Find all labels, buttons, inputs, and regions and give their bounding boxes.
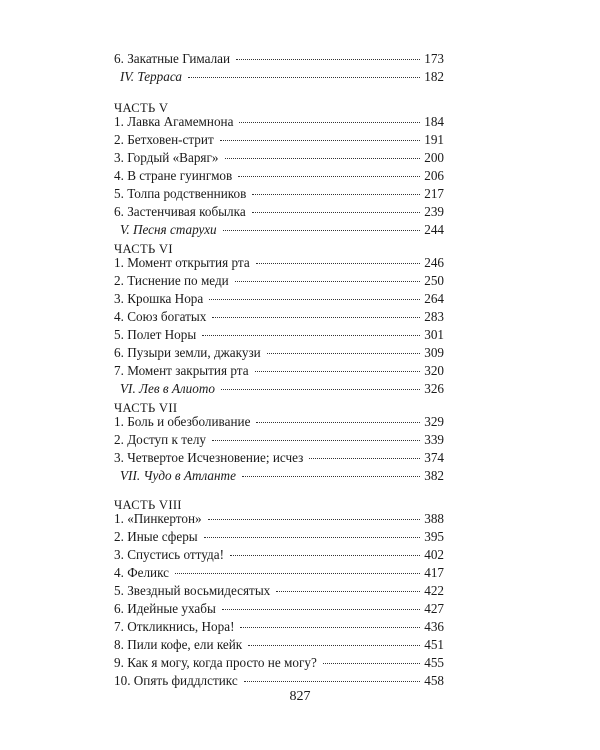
- toc-entry-page: 388: [424, 511, 444, 526]
- toc-entry-title: 1. Лавка Агамемнона: [114, 114, 234, 129]
- toc-interlude-entry: [114, 380, 444, 398]
- toc-entry-page: 191: [424, 132, 444, 147]
- toc-entry: [114, 290, 444, 308]
- toc-entry-title: 8. Пили кофе, ели кейк: [114, 637, 243, 652]
- leader-dots: [208, 518, 420, 520]
- leader-dots: [212, 316, 420, 318]
- toc-entry: [114, 149, 444, 167]
- toc-entry-title: 6. Закатные Гималаи: [114, 51, 231, 66]
- toc-entry: [114, 203, 444, 221]
- toc-entry: [114, 344, 444, 362]
- toc-entry: [114, 582, 444, 600]
- part-heading: ЧАСТЬ VIII: [114, 498, 182, 512]
- toc-entry: [114, 672, 444, 690]
- toc-entry-title: 1. «Пинкертон»: [114, 511, 202, 526]
- toc-interlude-entry: [114, 467, 444, 485]
- toc-entry-page: 417: [424, 565, 444, 580]
- leader-dots: [188, 76, 420, 78]
- toc-entry-page: 173: [424, 51, 444, 66]
- leader-dots: [220, 139, 420, 141]
- toc-entry: [114, 167, 444, 185]
- toc-entry-title: 1. Боль и обезболивание: [114, 414, 251, 429]
- toc-entry-title: IV. Терраса: [120, 69, 182, 84]
- toc-entry-page: 283: [424, 309, 444, 324]
- part-heading: ЧАСТЬ VI: [114, 242, 173, 256]
- toc-entry-title: 3. Четвертое Исчезновение; исчез: [114, 450, 304, 465]
- toc-entry: [114, 564, 444, 582]
- toc-entry-page: 264: [424, 291, 444, 306]
- part-heading: ЧАСТЬ VII: [114, 401, 178, 415]
- leader-dots: [267, 352, 420, 354]
- leader-dots: [221, 388, 420, 390]
- toc-entry-title: 5. Звездный восьмидесятых: [114, 583, 271, 598]
- toc-entry-title: 10. Опять фиддлстикс: [114, 673, 238, 688]
- toc-entry-page: 402: [424, 547, 444, 562]
- toc-entry-page: 374: [424, 450, 444, 465]
- toc-entry-page: 250: [424, 273, 444, 288]
- toc-entry-title: 4. Феликс: [114, 565, 170, 580]
- leader-dots: [236, 58, 420, 60]
- toc-entry-title: 1. Момент открытия рта: [114, 255, 250, 270]
- toc-entry-page: 239: [424, 204, 444, 219]
- toc-entry-title: 4. В стране гуингмов: [114, 168, 233, 183]
- toc-entry-title: VII. Чудо в Атланте: [120, 468, 236, 483]
- leader-dots: [248, 644, 420, 646]
- leader-dots: [323, 662, 420, 664]
- toc-entry: [114, 546, 444, 564]
- toc-entry-page: 329: [424, 414, 444, 429]
- toc-entry-page: 458: [424, 673, 444, 688]
- toc-entry-page: 184: [424, 114, 444, 129]
- leader-dots: [244, 680, 420, 682]
- toc-entry: [114, 113, 444, 131]
- toc-entry: [114, 272, 444, 290]
- toc-entry-title: 2. Тиснение по меди: [114, 273, 229, 288]
- leader-dots: [175, 572, 420, 574]
- toc-entry-title: 3. Крошка Нора: [114, 291, 204, 306]
- toc-entry: [114, 254, 444, 272]
- toc-entry-title: 5. Полет Норы: [114, 327, 197, 342]
- toc-entry: [114, 600, 444, 618]
- leader-dots: [238, 175, 420, 177]
- toc-entry: [114, 185, 444, 203]
- toc-entry-title: V. Песня старухи: [120, 222, 217, 237]
- toc-entry-title: 5. Толпа родственников: [114, 186, 247, 201]
- leader-dots: [239, 121, 420, 123]
- toc-entry-page: 422: [424, 583, 444, 598]
- toc-entry-page: 206: [424, 168, 444, 183]
- toc-entry-title: 6. Застенчивая кобылка: [114, 204, 246, 219]
- toc-entry: [114, 326, 444, 344]
- toc-interlude-entry: [114, 68, 444, 86]
- toc-entry-title: 2. Бетховен-стрит: [114, 132, 214, 147]
- toc-entry: [114, 308, 444, 326]
- toc-entry-title: 3. Спустись оттуда!: [114, 547, 224, 562]
- leader-dots: [204, 536, 420, 538]
- toc-entry-page: 451: [424, 637, 444, 652]
- leader-dots: [223, 229, 420, 231]
- toc-entry: [114, 636, 444, 654]
- toc-entry: [114, 510, 444, 528]
- leader-dots: [222, 608, 420, 610]
- leader-dots: [252, 211, 420, 213]
- toc-entry-page: 309: [424, 345, 444, 360]
- toc-entry: [114, 413, 444, 431]
- toc-entry-title: 6. Пузыри земли, джакузи: [114, 345, 261, 360]
- toc-entry-page: 246: [424, 255, 444, 270]
- toc-interlude-entry: [114, 221, 444, 239]
- toc-entry-page: 382: [424, 468, 444, 483]
- toc-entry-page: 217: [424, 186, 444, 201]
- toc-entry: [114, 50, 444, 68]
- leader-dots: [202, 334, 420, 336]
- toc-entry-title: 9. Как я могу, когда просто не могу?: [114, 655, 317, 670]
- toc-entry-title: 2. Иные сферы: [114, 529, 198, 544]
- toc-entry-title: 6. Идейные ухабы: [114, 601, 216, 616]
- leader-dots: [209, 298, 420, 300]
- leader-dots: [309, 457, 420, 459]
- toc-entry-page: 244: [424, 222, 444, 237]
- toc-entry-page: 200: [424, 150, 444, 165]
- toc-entry-title: 7. Момент закрытия рта: [114, 363, 249, 378]
- toc-entry: [114, 618, 444, 636]
- part-heading: ЧАСТЬ V: [114, 101, 169, 115]
- toc-entry-page: 436: [424, 619, 444, 634]
- leader-dots: [242, 475, 420, 477]
- leader-dots: [256, 262, 420, 264]
- leader-dots: [256, 421, 420, 423]
- toc-entry-page: 427: [424, 601, 444, 616]
- toc-entry-title: VI. Лев в Алиото: [120, 381, 215, 396]
- leader-dots: [225, 157, 421, 159]
- toc-entry-title: 2. Доступ к телу: [114, 432, 206, 447]
- toc-entry: [114, 654, 444, 672]
- leader-dots: [212, 439, 420, 441]
- leader-dots: [235, 280, 420, 282]
- toc-entry-page: 339: [424, 432, 444, 447]
- toc-entry-title: 7. Откликнись, Нора!: [114, 619, 235, 634]
- leader-dots: [276, 590, 420, 592]
- toc-entry: [114, 528, 444, 546]
- toc-entry-page: 455: [424, 655, 444, 670]
- toc-entry-page: 326: [424, 381, 444, 396]
- toc-entry: [114, 431, 444, 449]
- leader-dots: [252, 193, 420, 195]
- leader-dots: [240, 626, 420, 628]
- toc-entry: [114, 449, 444, 467]
- toc-entry: [114, 131, 444, 149]
- toc-entry-page: 395: [424, 529, 444, 544]
- toc-entry-title: 4. Союз богатых: [114, 309, 207, 324]
- toc-entry-page: 182: [424, 69, 444, 84]
- toc-entry-page: 301: [424, 327, 444, 342]
- toc-entry: [114, 362, 444, 380]
- toc-entry-title: 3. Гордый «Варяг»: [114, 150, 219, 165]
- toc-entry-page: 320: [424, 363, 444, 378]
- leader-dots: [230, 554, 420, 556]
- leader-dots: [255, 370, 420, 372]
- page-number: 827: [289, 689, 311, 704]
